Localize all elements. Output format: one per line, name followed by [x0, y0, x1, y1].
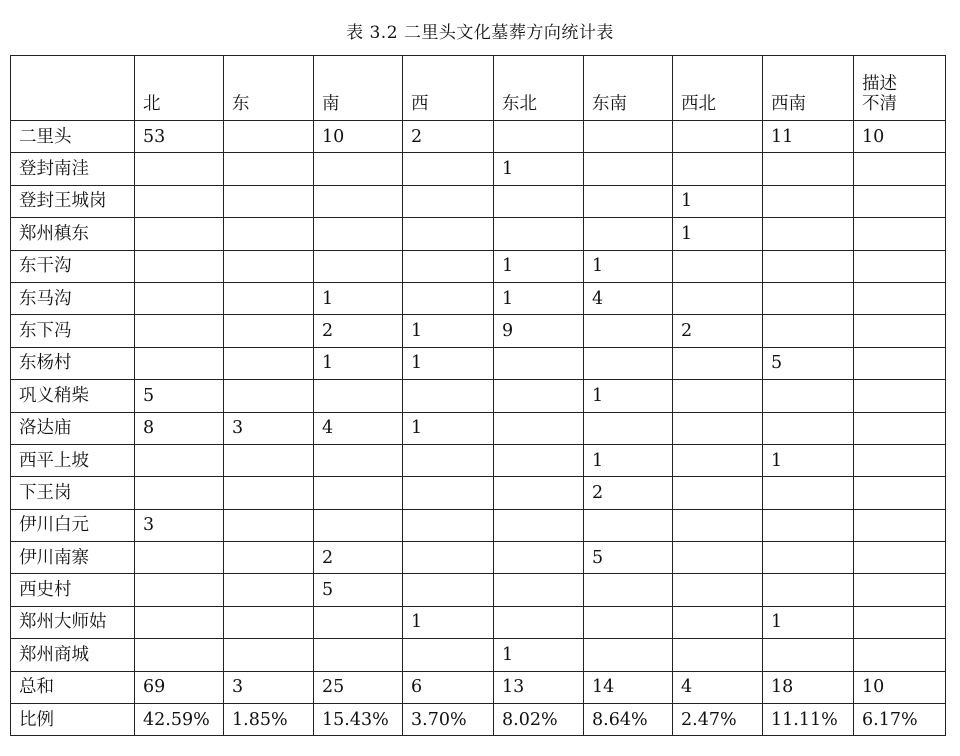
- data-cell: [314, 153, 403, 185]
- row-label-cell: 伊川白元: [11, 509, 135, 541]
- row-label-cell: 二里头: [11, 121, 135, 153]
- data-cell: [763, 412, 854, 444]
- data-cell: [763, 509, 854, 541]
- data-cell: [135, 639, 224, 671]
- data-cell: 1: [584, 380, 673, 412]
- data-cell: [854, 574, 946, 606]
- data-cell: [494, 509, 584, 541]
- data-cell: [224, 639, 314, 671]
- data-cell: 1: [403, 347, 494, 379]
- data-cell: [135, 477, 224, 509]
- data-cell: [763, 185, 854, 217]
- row-label-cell: 巩义稍柴: [11, 380, 135, 412]
- data-cell: [314, 444, 403, 476]
- data-cell: 2: [314, 315, 403, 347]
- data-cell: [224, 153, 314, 185]
- row-label-cell: 东干沟: [11, 250, 135, 282]
- data-cell: [403, 185, 494, 217]
- data-cell: 1: [314, 347, 403, 379]
- data-cell: [763, 380, 854, 412]
- column-header: 西北: [673, 56, 763, 121]
- data-cell: 2: [584, 477, 673, 509]
- data-cell: 1: [494, 282, 584, 314]
- table-body: [11, 121, 946, 736]
- data-cell: [763, 477, 854, 509]
- data-cell: [224, 347, 314, 379]
- table-row: [11, 574, 946, 606]
- data-cell: [135, 315, 224, 347]
- data-cell: 1: [494, 153, 584, 185]
- data-cell: [854, 250, 946, 282]
- data-cell: 11.11%: [763, 704, 854, 736]
- data-cell: [314, 639, 403, 671]
- data-cell: 1: [673, 218, 763, 250]
- row-label-cell: 比例: [11, 704, 135, 736]
- row-label-cell: 伊川南寨: [11, 542, 135, 574]
- data-cell: [494, 412, 584, 444]
- data-cell: [314, 250, 403, 282]
- data-cell: [673, 477, 763, 509]
- data-cell: 11: [763, 121, 854, 153]
- data-cell: [494, 444, 584, 476]
- data-cell: [584, 121, 673, 153]
- data-cell: [314, 185, 403, 217]
- data-cell: [224, 574, 314, 606]
- data-cell: [854, 153, 946, 185]
- data-cell: 5: [314, 574, 403, 606]
- data-cell: [854, 282, 946, 314]
- data-cell: [494, 574, 584, 606]
- data-cell: [673, 347, 763, 379]
- data-cell: 13: [494, 671, 584, 703]
- data-cell: 1: [403, 412, 494, 444]
- data-cell: [403, 639, 494, 671]
- table-header: [11, 56, 946, 121]
- data-cell: 3.70%: [403, 704, 494, 736]
- table-row: [11, 315, 946, 347]
- data-cell: [584, 218, 673, 250]
- data-cell: [135, 574, 224, 606]
- data-cell: [854, 542, 946, 574]
- table-row: [11, 542, 946, 574]
- data-cell: 69: [135, 671, 224, 703]
- data-cell: 10: [854, 121, 946, 153]
- data-cell: 6: [403, 671, 494, 703]
- data-cell: 25: [314, 671, 403, 703]
- data-cell: 2: [403, 121, 494, 153]
- table-row: [11, 412, 946, 444]
- data-cell: [224, 477, 314, 509]
- data-cell: [224, 185, 314, 217]
- data-cell: [403, 444, 494, 476]
- data-cell: [854, 347, 946, 379]
- data-cell: 5: [763, 347, 854, 379]
- data-cell: 15.43%: [314, 704, 403, 736]
- data-cell: 9: [494, 315, 584, 347]
- data-cell: 1: [763, 444, 854, 476]
- table-row: [11, 218, 946, 250]
- data-cell: [673, 121, 763, 153]
- data-cell: 42.59%: [135, 704, 224, 736]
- data-cell: [854, 639, 946, 671]
- data-cell: [584, 509, 673, 541]
- data-cell: [763, 282, 854, 314]
- data-cell: [314, 380, 403, 412]
- data-cell: 10: [314, 121, 403, 153]
- data-cell: [135, 153, 224, 185]
- data-cell: [673, 250, 763, 282]
- table-title: 表 3.2 二里头文化墓葬方向统计表: [346, 23, 614, 43]
- data-cell: 1: [494, 639, 584, 671]
- data-cell: [314, 477, 403, 509]
- data-cell: [314, 509, 403, 541]
- data-cell: [854, 380, 946, 412]
- data-cell: [403, 477, 494, 509]
- data-cell: [494, 347, 584, 379]
- row-label-cell: 洛达庙: [11, 412, 135, 444]
- data-cell: [494, 606, 584, 638]
- table-row: [11, 704, 946, 736]
- column-header: 东南: [584, 56, 673, 121]
- data-cell: [673, 509, 763, 541]
- data-cell: [403, 250, 494, 282]
- data-cell: [763, 639, 854, 671]
- data-cell: 1: [763, 606, 854, 638]
- data-cell: [763, 218, 854, 250]
- data-cell: [673, 282, 763, 314]
- data-cell: [854, 444, 946, 476]
- data-cell: 2: [673, 315, 763, 347]
- data-cell: [854, 185, 946, 217]
- table-row: [11, 477, 946, 509]
- data-cell: 53: [135, 121, 224, 153]
- data-cell: [584, 185, 673, 217]
- row-label-cell: 登封南洼: [11, 153, 135, 185]
- data-cell: 1: [584, 250, 673, 282]
- data-cell: [673, 444, 763, 476]
- table-row: [11, 185, 946, 217]
- data-cell: [673, 606, 763, 638]
- data-cell: [403, 509, 494, 541]
- table-row: [11, 639, 946, 671]
- data-cell: [673, 574, 763, 606]
- data-cell: [224, 509, 314, 541]
- data-cell: [224, 380, 314, 412]
- data-cell: [135, 185, 224, 217]
- data-cell: [314, 606, 403, 638]
- column-header: 描述 不清: [854, 56, 946, 121]
- data-cell: [224, 282, 314, 314]
- data-cell: [224, 542, 314, 574]
- row-label-cell: 总和: [11, 671, 135, 703]
- data-cell: 1: [584, 444, 673, 476]
- data-cell: [403, 218, 494, 250]
- data-cell: [135, 218, 224, 250]
- table-row: [11, 380, 946, 412]
- data-cell: 1: [403, 315, 494, 347]
- table-row: [11, 153, 946, 185]
- data-cell: 8.02%: [494, 704, 584, 736]
- data-cell: 6.17%: [854, 704, 946, 736]
- data-cell: [135, 444, 224, 476]
- table-row: [11, 250, 946, 282]
- header-row: [11, 56, 946, 121]
- row-label-cell: 郑州稹东: [11, 218, 135, 250]
- row-label-cell: 东下冯: [11, 315, 135, 347]
- data-cell: 4: [314, 412, 403, 444]
- data-cell: [584, 639, 673, 671]
- column-header: 东北: [494, 56, 584, 121]
- row-label-cell: 下王岗: [11, 477, 135, 509]
- data-cell: 3: [135, 509, 224, 541]
- data-cell: [763, 250, 854, 282]
- table-row: [11, 347, 946, 379]
- column-header: 西南: [763, 56, 854, 121]
- data-cell: [673, 542, 763, 574]
- data-cell: [584, 315, 673, 347]
- data-cell: 1: [494, 250, 584, 282]
- row-label-cell: 郑州商城: [11, 639, 135, 671]
- data-cell: [494, 477, 584, 509]
- data-cell: [584, 574, 673, 606]
- data-cell: [224, 121, 314, 153]
- data-cell: [494, 380, 584, 412]
- data-cell: [854, 315, 946, 347]
- column-header: 西: [403, 56, 494, 121]
- data-cell: 8: [135, 412, 224, 444]
- table-row: [11, 671, 946, 703]
- row-label-cell: 东杨村: [11, 347, 135, 379]
- data-cell: 1.85%: [224, 704, 314, 736]
- data-cell: [135, 347, 224, 379]
- table-row: [11, 509, 946, 541]
- data-cell: 3: [224, 671, 314, 703]
- data-cell: [763, 542, 854, 574]
- data-cell: 2.47%: [673, 704, 763, 736]
- row-label-cell: 西史村: [11, 574, 135, 606]
- data-cell: [314, 218, 403, 250]
- data-cell: [224, 315, 314, 347]
- data-cell: [854, 412, 946, 444]
- data-cell: 1: [314, 282, 403, 314]
- data-cell: [135, 250, 224, 282]
- data-cell: [854, 477, 946, 509]
- statistics-table: [10, 55, 946, 736]
- row-label-cell: 东马沟: [11, 282, 135, 314]
- data-cell: [224, 444, 314, 476]
- data-cell: [763, 574, 854, 606]
- data-cell: 4: [673, 671, 763, 703]
- data-cell: [673, 412, 763, 444]
- data-cell: [854, 606, 946, 638]
- data-cell: [403, 380, 494, 412]
- header-corner-cell: [11, 56, 135, 121]
- data-cell: 1: [403, 606, 494, 638]
- data-cell: 1: [673, 185, 763, 217]
- data-cell: [854, 218, 946, 250]
- data-cell: [494, 185, 584, 217]
- column-header: 北: [135, 56, 224, 121]
- data-cell: 8.64%: [584, 704, 673, 736]
- data-cell: [494, 542, 584, 574]
- column-header: 东: [224, 56, 314, 121]
- data-cell: [135, 282, 224, 314]
- data-cell: [224, 218, 314, 250]
- data-cell: 5: [584, 542, 673, 574]
- data-cell: [584, 606, 673, 638]
- table-row: [11, 121, 946, 153]
- data-cell: [403, 542, 494, 574]
- column-header: 南: [314, 56, 403, 121]
- data-cell: 4: [584, 282, 673, 314]
- data-cell: [135, 542, 224, 574]
- row-label-cell: 西平上坡: [11, 444, 135, 476]
- data-cell: [584, 153, 673, 185]
- data-cell: [494, 218, 584, 250]
- data-cell: 18: [763, 671, 854, 703]
- data-cell: [224, 250, 314, 282]
- row-label-cell: 郑州大师姑: [11, 606, 135, 638]
- row-label-cell: 登封王城岗: [11, 185, 135, 217]
- data-cell: [403, 282, 494, 314]
- data-cell: 14: [584, 671, 673, 703]
- data-cell: [135, 606, 224, 638]
- data-cell: [584, 347, 673, 379]
- data-cell: [584, 412, 673, 444]
- table-row: [11, 606, 946, 638]
- data-cell: [854, 509, 946, 541]
- data-cell: 5: [135, 380, 224, 412]
- table-row: [11, 282, 946, 314]
- data-cell: [403, 153, 494, 185]
- data-cell: 3: [224, 412, 314, 444]
- table-row: [11, 444, 946, 476]
- data-cell: [224, 606, 314, 638]
- data-cell: 2: [314, 542, 403, 574]
- data-cell: [673, 153, 763, 185]
- data-cell: [673, 639, 763, 671]
- data-cell: [403, 574, 494, 606]
- data-cell: 10: [854, 671, 946, 703]
- data-cell: [673, 380, 763, 412]
- data-cell: [494, 121, 584, 153]
- data-cell: [763, 315, 854, 347]
- data-cell: [763, 153, 854, 185]
